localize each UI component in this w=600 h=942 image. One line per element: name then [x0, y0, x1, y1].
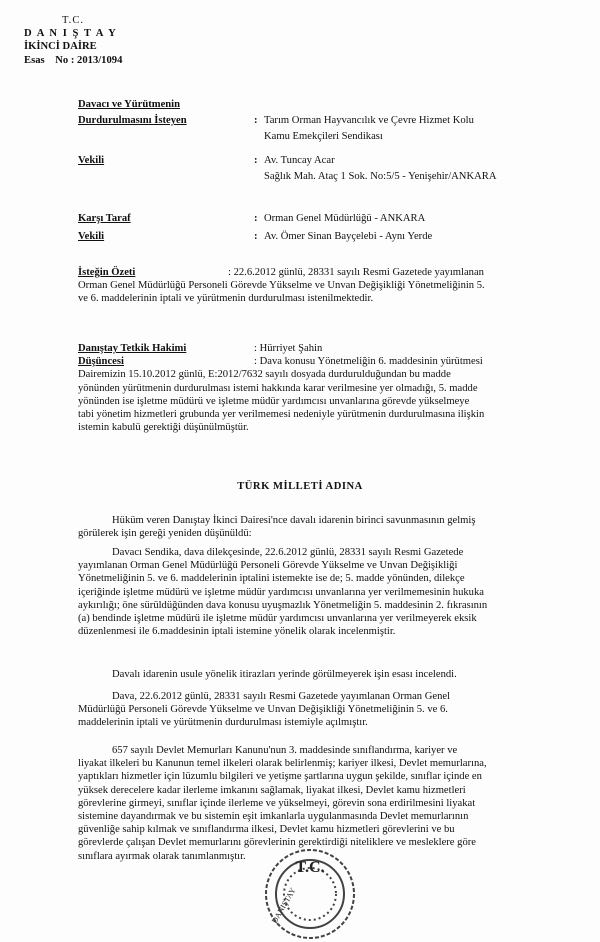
paragraph-2	[78, 546, 583, 638]
p2-line-1: Davacı Sendika, dava dilekçesinde, 22.6.2012 günlü, 28331 sayılı Resmi Gazetede	[112, 547, 464, 558]
summary-label: İsteğin Özeti	[78, 267, 136, 278]
plaintiff-counsel-label: Vekili	[78, 155, 105, 166]
p1-line-2: görülerek işin gereği yeniden düşünüldü:	[78, 528, 252, 540]
plaintiff-label-1: Davacı ve Yürütmenin	[78, 99, 181, 110]
paragraph-3	[78, 668, 583, 681]
seal-ring-text: DANIŞTAY	[269, 886, 298, 925]
p5-line-9: sınıflara ayırmak olarak tanımlanmıştır.	[78, 850, 246, 862]
case-no-label: No :	[55, 54, 75, 66]
judge-label: Danıştay Tetkik Hakimi	[78, 343, 187, 354]
opinion-line-1: Düşüncesi : Dava konusu Yönetmeliğin 6. maddesinin yürütmesi	[78, 356, 483, 368]
plaintiff-label-2: Durdurulmasını İsteyen	[78, 115, 187, 126]
p4-line-3: maddelerinin iptali ve yürütmenin durdurulması istemiyle açılmıştır.	[78, 717, 368, 729]
plaintiff-name-2: Kamu Emekçileri Sendikası	[264, 131, 383, 142]
defendant-counsel: Av. Ömer Sinan Bayçelebi - Aynı Yerde	[264, 231, 433, 242]
opinion-line-6: istemin kabulü gerektiği düşünülmüştür.	[78, 422, 249, 434]
p5-line-5: görevlerine girmeyi, sınıflar içinde ilerleme ve yükselmeyi, görevin sona erdirilmesini liyakat	[78, 797, 476, 809]
p2-line-3: Yönetmeliğinin 5. ve 6. maddelerinin iptalini istemekte ise de; 5. madde yönünden, dilekçe	[78, 573, 465, 585]
paragraph-4	[78, 690, 583, 730]
opinion-label: Düşüncesi	[78, 356, 124, 368]
opinion-line-3: yönünden yürütmenin durdurulması istemi hakkında karar verilmesine yer olmadığı, 5. madde	[78, 382, 478, 394]
p1-line-1: Hüküm veren Danıştay İkinci Dairesi'nce davalı idarenin birinci savunmasının gelmiş	[112, 515, 476, 526]
court-name: D A N I Ş T A Y	[24, 28, 118, 40]
seal-top-text: T.C.	[295, 859, 325, 876]
request-summary	[78, 266, 583, 306]
summary-line-2: Orman Genel Müdürlüğü Personeli Görevde Yükselme ve Unvan Değişikliği Yönetmeliğinin 5.	[78, 280, 485, 292]
defendant-counsel-colon: :	[254, 231, 258, 242]
opinion-line-5: tabi yönetim hizmetleri grubunda yer verilmemesi nedeniyle yürütmenin durdurulmasına ilişkin	[78, 409, 485, 421]
p2-line-6: (a) bendinde işletme müdürü ile işletme müdür yardımcısı unvanlarına yer verilmeyerek eksik	[78, 613, 477, 625]
defendant-label: Karşı Taraf	[78, 213, 131, 224]
official-seal-stamp	[262, 832, 358, 942]
p5-line-3: yaptıkları hizmetler için lüzumlu bilgileri ve yetişme şartlarına uygun şekilde, sınıflar içinde en	[78, 771, 482, 783]
judge-name: : Hürriyet Şahin	[254, 343, 323, 354]
defendant-counsel-label: Vekili	[78, 231, 105, 242]
plaintiff-counsel-colon: :	[254, 155, 258, 166]
decision-title: TÜRK MİLLETİ ADINA	[237, 481, 363, 492]
p5-line-8: görevlerde çalışan Devlet memurlarını görevlerinin gerektirdiği niteliklere ve mesleklere göre	[78, 837, 476, 849]
chamber-name: İKİNCİ DAİRE	[24, 41, 97, 53]
plaintiff-name: Tarım Orman Hayvancılık ve Çevre Hizmet Kolu	[264, 115, 474, 126]
plaintiff-counsel: Av. Tuncay Acar	[264, 155, 335, 166]
tc-label: T.C.	[62, 15, 85, 26]
summary-line-1: İsteğin Özeti : 22.6.2012 günlü, 28331 sayılı Resmi Gazetede yayımlanan	[78, 267, 484, 278]
summary-line-3: ve 6. maddelerinin iptali ve yürütmenin durdurulması istenilmektedir.	[78, 293, 374, 305]
p2-line-5: aykırılığı; öne sürüldüğünden dava konusu uyuşmazlık Yönetmeliğin 5. maddesinin 2. fıkrasının	[78, 599, 488, 611]
p5-line-6: sistemine dayandırmak ve bu sistemin eşit imkanlarla uygulanmasında Devlet memurlarının	[78, 811, 469, 823]
defendant-name: Orman Genel Müdürlüğü - ANKARA	[264, 213, 426, 224]
p5-line-4: yüksek derecelere kadar ilerleme imkanını sağlamak, liyakat ilkesi, Devlet kamu hizmetleri	[78, 784, 466, 796]
paragraph-1	[78, 514, 583, 540]
p5-line-7: güvenliğe sahip kılmak ve sınıflandırma ilkesi, Devlet kamu hizmetleri görevlerini ve bu	[78, 824, 455, 836]
court-header	[24, 14, 122, 67]
plaintiff-counsel-address: Sağlık Mah. Ataç 1 Sok. No:5/5 - Yenişehir/ANKARA	[264, 171, 497, 182]
p4-line-1: Dava, 22.6.2012 günlü, 28331 sayılı Resmi Gazetede yayımlanan Orman Genel	[112, 691, 451, 702]
p2-line-7: düzenlenmesi ile 6.maddesinin iptali istemine yönelik olarak incelenmiştir.	[78, 626, 396, 638]
opinion-line-2: Dairemizin 15.10.2012 günlü, E:2012/7632 sayılı dosyada durdurulduğundan bu madde	[78, 369, 451, 381]
p2-line-2: yayımlanan Orman Genel Müdürlüğü Personeli Görevde Yükselme ve Unvan Değişikliği	[78, 560, 458, 572]
p5-line-1: 657 sayılı Devlet Memurları Kanunu'nun 3. maddesinde sınıflandırma, kariyer ve	[112, 745, 458, 756]
case-label: Esas	[24, 54, 45, 66]
judge-line	[78, 342, 583, 355]
case-number: 2013/1094	[77, 54, 123, 66]
p4-line-2: Müdürlüğü Personeli Görevde Yükselme ve Unvan Değişikliği Yönetmeliğinin 5. ve 6.	[78, 704, 448, 716]
judge-block	[78, 342, 583, 434]
plaintiff-colon: :	[254, 115, 258, 126]
p2-line-4: içeriğinde işletme müdürü ve işletme müdür yardımcısı unvanlarına yer verilmemesinin hukuka	[78, 586, 484, 598]
case-number-line	[24, 54, 122, 67]
p3-line-1: Davalı idarenin usule yönelik itirazları yerinde görülmeyerek işin esası incelendi.	[112, 669, 457, 680]
p5-line-2: liyakat ilkeleri bu Kanunun temel ilkeleri olarak belirlenmiş; kariyer ilkesi, Devlet memurlarına,	[78, 758, 487, 770]
opinion-line-4: yönünden ise işletme müdürü ve işletme müdür yardımcısı unvanlarına görevde yükselmeye	[78, 395, 470, 407]
defendant-colon: :	[254, 213, 258, 224]
